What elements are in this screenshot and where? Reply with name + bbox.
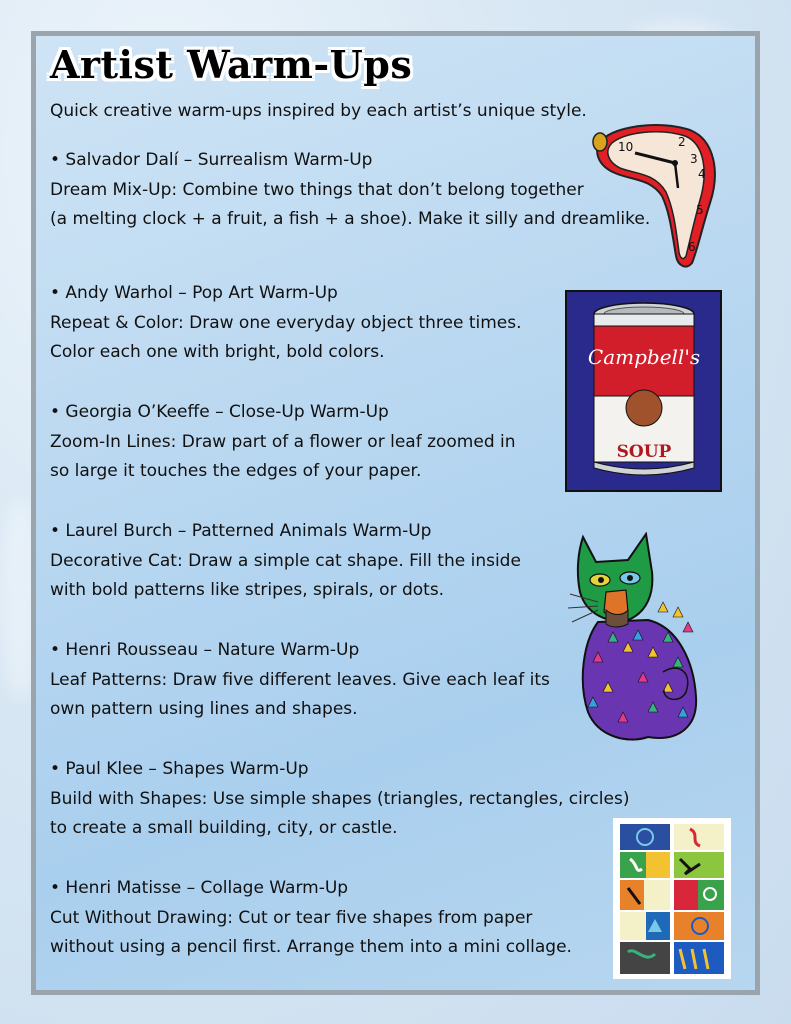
section-heading: • Andy Warhol – Pop Art Warm-Up	[50, 283, 338, 303]
section-warhol	[50, 279, 522, 368]
section-line: Leaf Patterns: Draw five different leaves. Give each leaf its	[50, 669, 550, 690]
section-line: so large it touches the edges of your paper.	[50, 461, 422, 481]
soup-label: SOUP	[616, 442, 672, 462]
section-line: Build with Shapes: Use simple shapes (triangles, rectangles, circles)	[50, 788, 630, 809]
soup-can-drawing	[583, 300, 705, 485]
section-line: Decorative Cat: Draw a simple cat shape. Fill the inside	[50, 550, 521, 571]
section-line: own pattern using lines and shapes.	[50, 699, 358, 719]
page-title: Artist Warm-Ups	[50, 42, 413, 87]
section-heading: • Henri Matisse – Collage Warm-Up	[50, 878, 349, 898]
patterned-cat-icon	[568, 532, 708, 747]
section-line: Dream Mix-Up: Combine two things that don’t belong together	[50, 179, 584, 200]
section-okeeffe	[50, 398, 516, 487]
section-heading: • Paul Klee – Shapes Warm-Up	[50, 759, 309, 779]
section-heading: • Laurel Burch – Patterned Animals Warm-Up	[50, 521, 432, 541]
section-rousseau	[50, 636, 550, 725]
section-line: Zoom-In Lines: Draw part of a flower or leaf zoomed in	[50, 431, 516, 452]
melting-clock-icon	[590, 118, 730, 273]
section-line: with bold patterns like stripes, spirals, or dots.	[50, 580, 445, 600]
clock-number: 3	[690, 152, 698, 166]
clock-number: 10	[618, 140, 634, 154]
section-line: to create a small building, city, or castle.	[50, 818, 398, 838]
intro-text: Quick creative warm-ups inspired by each artist’s unique style.	[50, 101, 587, 121]
section-burch	[50, 517, 521, 606]
soup-brand: Campbell's	[587, 345, 701, 369]
section-klee	[50, 755, 629, 844]
section-heading: • Georgia O’Keeffe – Close-Up Warm-Up	[50, 402, 389, 422]
section-line: Color each one with bright, bold colors.	[50, 342, 385, 362]
clock-number: 5	[696, 203, 704, 217]
section-matisse	[50, 874, 572, 963]
section-line: (a melting clock + a fruit, a fish + a shoe). Make it silly and dreamlike.	[50, 209, 651, 229]
collage-drawing	[620, 824, 724, 974]
section-dali	[50, 146, 650, 235]
clock-number: 2	[678, 135, 686, 149]
section-line: without using a pencil first. Arrange them into a mini collage.	[50, 937, 572, 957]
clock-number: 6	[688, 240, 696, 254]
section-heading: • Henri Rousseau – Nature Warm-Up	[50, 640, 360, 660]
section-heading: • Salvador Dalí – Surrealism Warm-Up	[50, 150, 373, 170]
section-line: Repeat & Color: Draw one everyday object three times.	[50, 312, 522, 333]
clock-number: 4	[698, 167, 706, 181]
section-line: Cut Without Drawing: Cut or tear five shapes from paper	[50, 907, 533, 928]
